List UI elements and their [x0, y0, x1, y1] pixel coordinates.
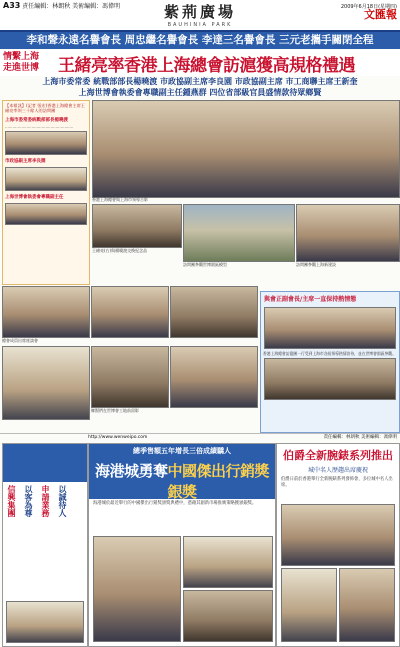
kicker-line-2: 走進世博	[3, 63, 40, 73]
section-title: 紫荊廣場	[163, 3, 236, 21]
ad-left-vert-3: 申請業務	[41, 485, 50, 517]
page-number: A33	[3, 1, 21, 10]
ad-right-subhead: 城中名人歷趨出席慶祝	[307, 467, 368, 474]
side-box-body: 香港上海總會訪滬團一行受到上海市各級領導熱情款待，並在世博會園區參觀。	[263, 351, 396, 356]
ad-mid-photo-1	[93, 536, 181, 642]
ad-mid-top: 總季售額五年增長三倍成績驕人	[133, 447, 231, 455]
main-group-photo	[92, 100, 400, 198]
left-caption-1: 上海市委常委統戰部部長楊曉渡	[5, 117, 68, 123]
intro-text: 【本報訊】(記者 張宏)香港上海總會主席王緒亮率領三十餘人的訪問團	[5, 103, 85, 114]
photo-row3-c	[170, 346, 258, 408]
section-subtitle: BAUHINIA PARK	[167, 22, 233, 28]
photo-group-2	[296, 204, 400, 262]
left-caption-2: 市政協副主席李良園	[5, 158, 46, 164]
side-photo-2	[264, 358, 396, 400]
left-column	[2, 100, 90, 285]
ad-right	[276, 443, 400, 647]
masthead-right	[341, 3, 397, 19]
ad-right-body: 伯爵日前於香港舉行全新腕錶系列發佈會，多位城中名人出席。	[281, 477, 393, 488]
ad-mid	[88, 443, 276, 647]
ad-left-vert-4: 以誠待人	[58, 485, 67, 517]
ad-mid-photo-2	[183, 536, 273, 588]
main-headline: 王緒亮率香港上海總會訪滬獲高規格禮遇	[58, 56, 355, 76]
left-caption-3: 上海世博會執委會專職副主任	[5, 194, 64, 200]
ad-left-header	[3, 444, 87, 482]
caption-6: 鄉賢們在世博會工地前留影	[91, 408, 139, 413]
caption-3: 王緒亮(右)與楊曉渡交換紀念品	[92, 248, 148, 253]
footer-editor: 責任編輯：林朗秋 美術編輯：馮偉明	[323, 435, 397, 440]
sub-headline	[0, 76, 400, 98]
ad-mid-big-1: 海港城勇奪	[94, 462, 168, 480]
paper-logo: 文匯報	[364, 8, 397, 21]
ad-right-photo-1	[281, 504, 395, 566]
left-photo-1	[5, 131, 87, 155]
kicker-line-1: 情繫上海	[3, 52, 40, 62]
headline-area	[0, 50, 400, 76]
editor-line: 責任編輯：林朗秋 美術編輯：馮偉明	[22, 3, 121, 10]
masthead-left	[3, 2, 120, 10]
date-line: 2009年6月18日(星期四)	[340, 4, 397, 10]
side-photo-1	[264, 307, 396, 349]
left-photo-3	[5, 203, 87, 225]
caption-1: 香港上海總會與上海市領導合影	[92, 197, 148, 202]
photo-row3-b	[91, 346, 169, 408]
caption-4: 訪問團參觀上海新建設	[296, 262, 336, 267]
ad-mid-headline	[89, 460, 275, 502]
side-box-title: 與會正副會長/主席一直保持熱情態	[264, 296, 357, 303]
section-title-block	[150, 1, 250, 28]
ad-mid-body: 海港城於最近舉行的中國傑出行銷獎頒獎典禮中，憑藉其創新市場推廣策略獲頒銀獎。	[93, 501, 257, 506]
subhead-line-2: 上海世博會執委會專職副主任鍾燕群 四位省部級官員盛情款待眾鄉賢	[78, 88, 322, 97]
subhead-line-1: 上海市委常委 統戰部部長楊曉渡 市政協副主席李良園 市政協副主席 市工商聯主席王新奎	[42, 77, 358, 86]
caption-5: 總會成員出席座談會	[2, 338, 38, 343]
side-box	[260, 291, 400, 433]
masthead	[0, 0, 400, 32]
ad-left-vert-1: 信興集團	[7, 485, 16, 517]
photo-row3-a	[2, 346, 90, 420]
ad-left-vert-2: 以客為尊	[24, 485, 33, 517]
left-body-1: ………………………………………………	[5, 123, 74, 129]
ad-left-photo	[6, 601, 84, 643]
ad-mid-photo-3	[183, 590, 273, 642]
banner-strip: 李和聲永遠名譽會長 周忠繼名譽會長 李達三名譽會長 三元老攜手關閉全程	[0, 32, 400, 49]
ad-right-photo-3	[339, 568, 395, 642]
ad-mid-header	[89, 444, 275, 499]
footer-url[interactable]: http://www.wenweipo.com	[88, 435, 148, 440]
caption-2: 訪問團參觀世博園區模型	[183, 262, 227, 267]
photo-meeting	[92, 204, 182, 248]
ad-right-photo-2	[281, 568, 337, 642]
ad-left	[2, 443, 88, 647]
ad-mid-big-2: 中國傑出行銷獎銀獎	[167, 462, 270, 501]
photo-row2-b	[91, 286, 169, 338]
photo-row2-a	[2, 286, 90, 338]
left-photo-2	[5, 167, 87, 191]
photo-row2-c	[170, 286, 258, 338]
ad-right-headline: 伯爵全新腕錶系列推出	[283, 449, 393, 462]
footer-strip	[0, 433, 400, 442]
headline-kicker	[3, 52, 55, 74]
photo-model	[183, 204, 295, 262]
